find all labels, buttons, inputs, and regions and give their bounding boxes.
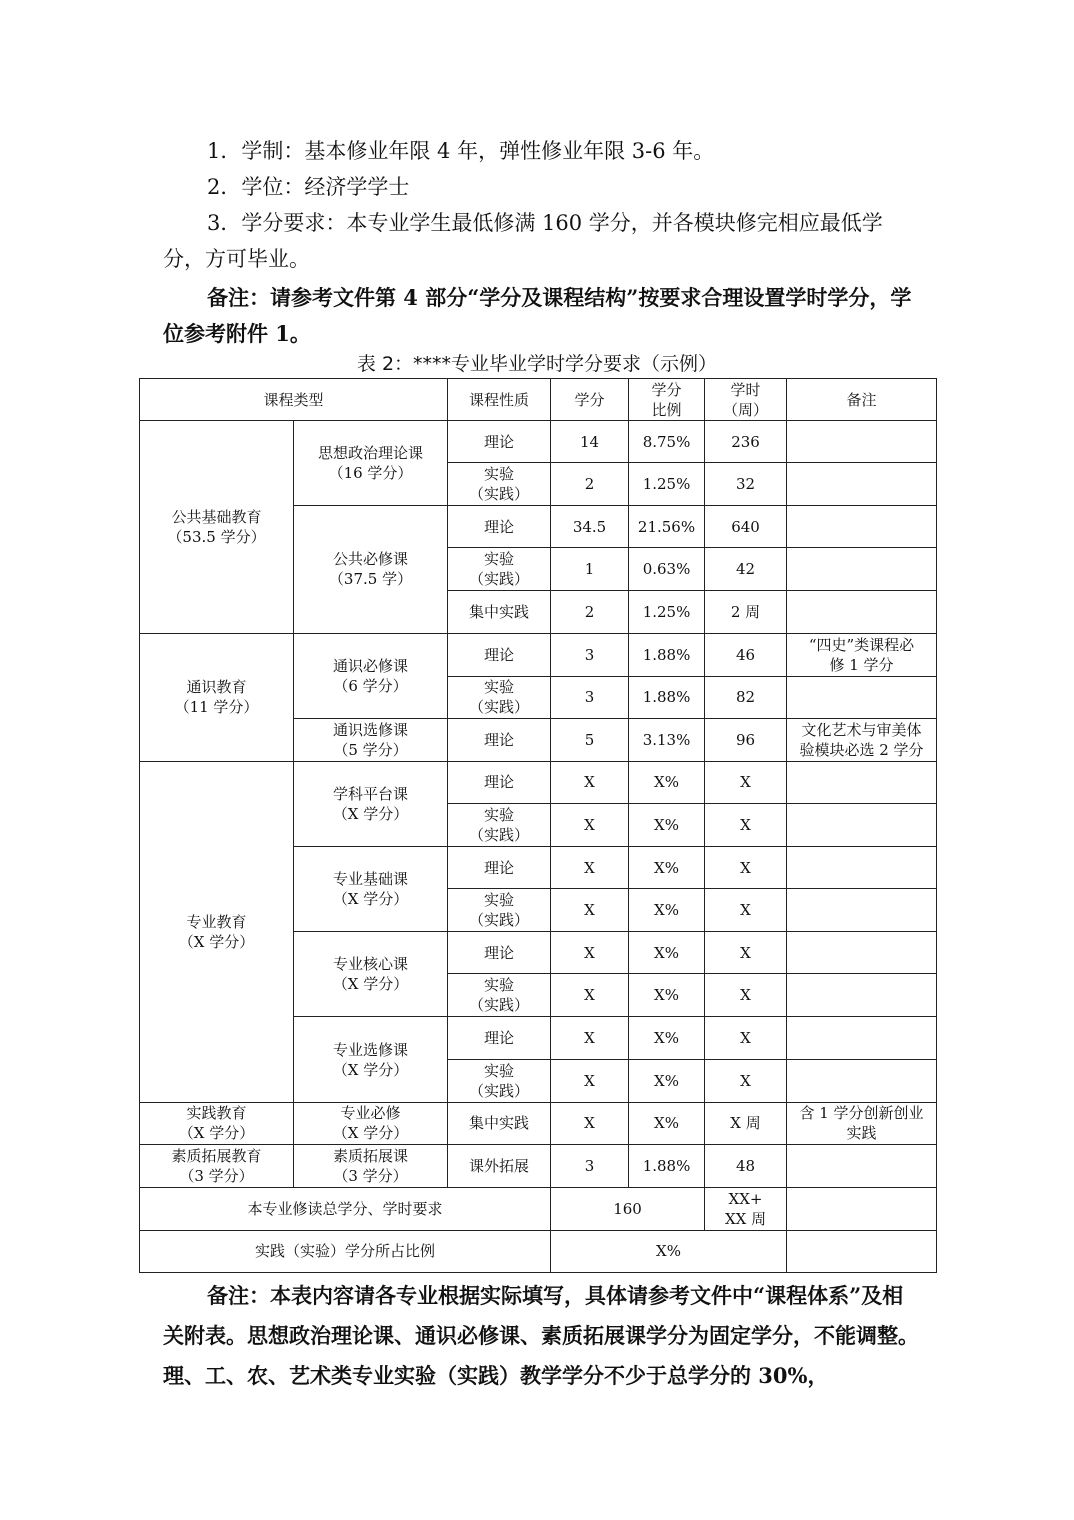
cell-remark	[787, 932, 937, 974]
cell-nature: 实验 （实践）	[448, 1059, 551, 1102]
cell-ratio: 1.88%	[629, 633, 705, 676]
practice-ratio-remark	[787, 1230, 937, 1272]
group-quality-course: 素质拓展课 （3 学分）	[294, 1144, 448, 1187]
table-row	[140, 761, 937, 803]
cell-credit: X	[551, 847, 629, 889]
cell-remark	[787, 591, 937, 633]
header-credit-ratio: 学分 比例	[629, 379, 705, 421]
cell-remark	[787, 1059, 937, 1102]
group-general-required: 通识必修课 （6 学分）	[294, 633, 448, 718]
cell-ratio: 0.63%	[629, 548, 705, 591]
cell-ratio: X%	[629, 889, 705, 932]
cell-nature: 实验 （实践）	[448, 676, 551, 718]
cell-credit: X	[551, 974, 629, 1017]
cell-credit: X	[551, 803, 629, 846]
table-header-row	[140, 379, 937, 421]
cell-hours: 42	[705, 548, 787, 591]
cell-nature: 实验 （实践）	[448, 463, 551, 506]
header-remark: 备注	[787, 379, 937, 421]
cell-nature: 理论	[448, 932, 551, 974]
total-hours: XX+ XX 周	[705, 1187, 787, 1230]
cell-credit: 5	[551, 718, 629, 761]
cell-ratio: 8.75%	[629, 421, 705, 463]
cell-remark	[787, 847, 937, 889]
cell-remark	[787, 676, 937, 718]
cell-hours: 82	[705, 676, 787, 718]
total-remark	[787, 1187, 937, 1230]
cell-nature: 实验 （实践）	[448, 974, 551, 1017]
cell-credit: X	[551, 1017, 629, 1059]
cell-remark	[787, 761, 937, 803]
note-table-instructions: 备注：本表内容请各专业根据实际填写，具体请参考文件中“课程体系”及相关附表。思想政治理论课、通识必修课、素质拓展课学分为固定学分，不能调整。理、工、农、艺术类专业实验（实践）教学学分不少于总学分的 30%，	[163, 1283, 919, 1388]
total-label: 本专业修读总学分、学时要求	[140, 1187, 551, 1230]
cell-nature: 实验 （实践）	[448, 548, 551, 591]
cell-credit: 14	[551, 421, 629, 463]
cell-ratio: X%	[629, 974, 705, 1017]
cell-nature: 理论	[448, 847, 551, 889]
cell-credit: 2	[551, 591, 629, 633]
cell-credit: 3	[551, 676, 629, 718]
cell-hours: X 周	[705, 1102, 787, 1144]
cell-hours: 32	[705, 463, 787, 506]
group-major-core: 专业核心课 （X 学分）	[294, 932, 448, 1017]
table-caption: 表 2：****专业毕业学时学分要求（示例）	[356, 353, 718, 375]
category-practice-education: 实践教育 （X 学分）	[140, 1102, 294, 1144]
cell-credit: 1	[551, 548, 629, 591]
cell-remark	[787, 463, 937, 506]
category-quality-expansion: 素质拓展教育 （3 学分）	[140, 1144, 294, 1187]
total-credit: 160	[551, 1187, 705, 1230]
cell-nature: 理论	[448, 761, 551, 803]
cell-ratio: 1.88%	[629, 1144, 705, 1187]
cell-nature: 集中实践	[448, 591, 551, 633]
cell-ratio: 1.25%	[629, 463, 705, 506]
cell-remark	[787, 889, 937, 932]
cell-nature: 理论	[448, 718, 551, 761]
cell-hours: X	[705, 847, 787, 889]
cell-credit: 34.5	[551, 506, 629, 548]
table-total-row	[140, 1187, 937, 1230]
cell-nature: 理论	[448, 421, 551, 463]
practice-ratio-value: X%	[551, 1230, 787, 1272]
note-credit-structure: 备注：请参考文件第 4 部分“学分及课程结构”按要求合理设置学时学分，学位参考附件 1。	[163, 285, 912, 346]
group-major-foundation: 专业基础课 （X 学分）	[294, 847, 448, 932]
group-discipline-platform: 学科平台课 （X 学分）	[294, 761, 448, 846]
cell-remark: 含 1 学分创新创业 实践	[787, 1102, 937, 1144]
category-general-education: 通识教育 （11 学分）	[140, 633, 294, 761]
cell-ratio: 3.13%	[629, 718, 705, 761]
paragraph-credit-requirement: 3．学分要求：本专业学生最低修满 160 学分，并各模块修完相应最低学分，方可毕业。	[163, 211, 883, 271]
cell-hours: X	[705, 803, 787, 846]
cell-ratio: X%	[629, 932, 705, 974]
table-row	[140, 633, 937, 676]
cell-hours: 96	[705, 718, 787, 761]
cell-hours: X	[705, 1017, 787, 1059]
cell-credit: 3	[551, 633, 629, 676]
cell-credit: X	[551, 1059, 629, 1102]
cell-ratio: 1.88%	[629, 676, 705, 718]
group-practice-required: 专业必修 （X 学分）	[294, 1102, 448, 1144]
cell-remark	[787, 421, 937, 463]
table-row	[140, 421, 937, 463]
cell-hours: X	[705, 1059, 787, 1102]
cell-remark	[787, 1144, 937, 1187]
practice-ratio-label: 实践（实验）学分所占比例	[140, 1230, 551, 1272]
cell-nature: 理论	[448, 1017, 551, 1059]
cell-remark	[787, 1017, 937, 1059]
cell-hours: 236	[705, 421, 787, 463]
cell-ratio: X%	[629, 1102, 705, 1144]
cell-ratio: X%	[629, 803, 705, 846]
cell-nature: 实验 （实践）	[448, 889, 551, 932]
table-row	[140, 1144, 937, 1187]
cell-remark	[787, 803, 937, 846]
cell-ratio: 1.25%	[629, 591, 705, 633]
cell-ratio: X%	[629, 761, 705, 803]
credit-requirements-table	[139, 378, 937, 1273]
header-course-type: 课程类型	[140, 379, 448, 421]
group-ideology: 思想政治理论课 （16 学分）	[294, 421, 448, 506]
cell-credit: X	[551, 761, 629, 803]
cell-credit: X	[551, 932, 629, 974]
cell-remark	[787, 974, 937, 1017]
header-hours: 学时 （周）	[705, 379, 787, 421]
cell-credit: 2	[551, 463, 629, 506]
cell-nature: 集中实践	[448, 1102, 551, 1144]
cell-remark	[787, 506, 937, 548]
cell-nature: 理论	[448, 633, 551, 676]
cell-hours: 2 周	[705, 591, 787, 633]
cell-hours: 640	[705, 506, 787, 548]
cell-ratio: X%	[629, 1059, 705, 1102]
cell-credit: 3	[551, 1144, 629, 1187]
cell-hours: 48	[705, 1144, 787, 1187]
cell-remark: 文化艺术与审美体 验模块必选 2 学分	[787, 718, 937, 761]
category-public-basic: 公共基础教育 （53.5 学分）	[140, 421, 294, 633]
cell-credit: X	[551, 1102, 629, 1144]
cell-ratio: X%	[629, 1017, 705, 1059]
table-practice-ratio-row	[140, 1230, 937, 1272]
group-general-elective: 通识选修课 （5 学分）	[294, 718, 448, 761]
group-major-elective: 专业选修课 （X 学分）	[294, 1017, 448, 1102]
cell-hours: X	[705, 889, 787, 932]
cell-nature: 理论	[448, 506, 551, 548]
cell-nature: 课外拓展	[448, 1144, 551, 1187]
category-major-education: 专业教育 （X 学分）	[140, 761, 294, 1102]
table-row	[140, 1102, 937, 1144]
cell-remark: “四史”类课程必 修 1 学分	[787, 633, 937, 676]
cell-hours: X	[705, 761, 787, 803]
cell-hours: X	[705, 974, 787, 1017]
cell-nature: 实验 （实践）	[448, 803, 551, 846]
cell-credit: X	[551, 889, 629, 932]
cell-hours: 46	[705, 633, 787, 676]
cell-hours: X	[705, 932, 787, 974]
paragraph-duration: 1．学制：基本修业年限 4 年，弹性修业年限 3-6 年。	[207, 139, 715, 163]
cell-remark	[787, 548, 937, 591]
paragraph-degree: 2．学位：经济学学士	[207, 175, 410, 199]
header-course-nature: 课程性质	[448, 379, 551, 421]
cell-ratio: X%	[629, 847, 705, 889]
header-credit: 学分	[551, 379, 629, 421]
cell-ratio: 21.56%	[629, 506, 705, 548]
group-public-required: 公共必修课 （37.5 学）	[294, 506, 448, 633]
